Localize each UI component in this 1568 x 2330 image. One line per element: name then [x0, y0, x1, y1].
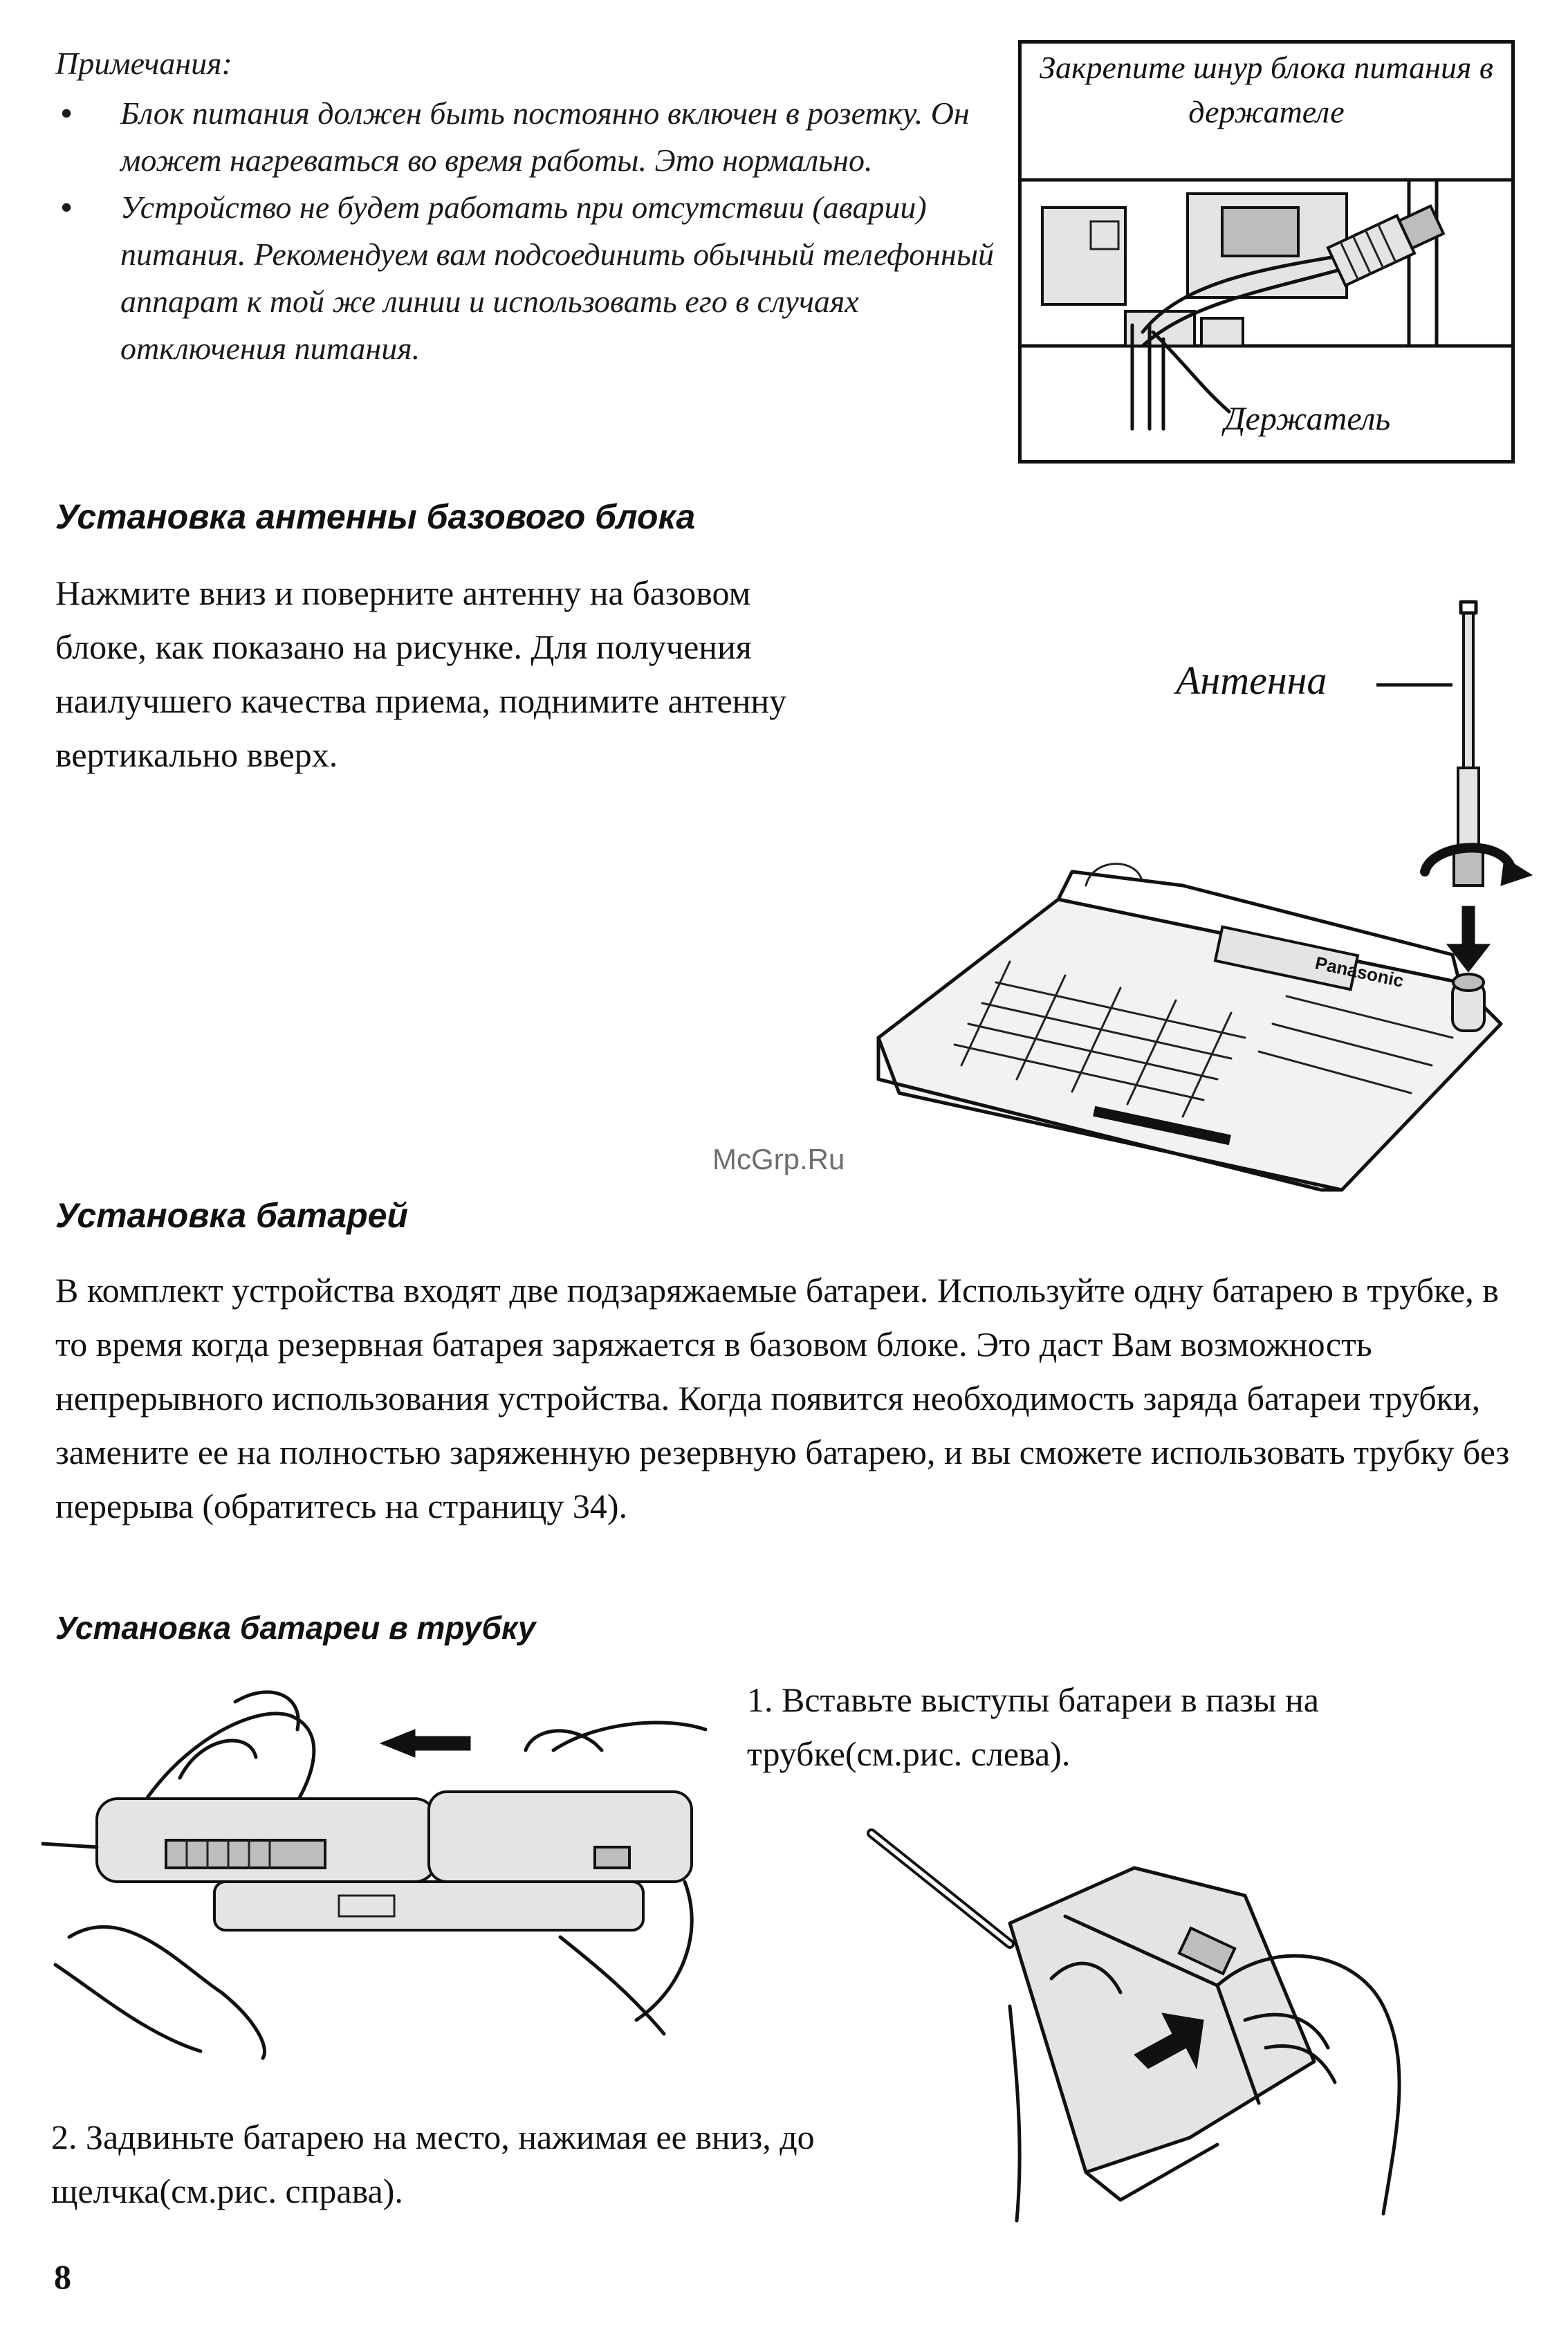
brand-label: Panasonic — [1313, 952, 1406, 991]
antenna-section-text: Нажмите вниз и поверните антенну на базовом блоке, как показано на рисунке. Для получения наилучшего качества приема, поднимите антенну вертикально вверх. — [55, 574, 787, 774]
note-item-power-adapter: • Блок питания должен быть постоянно включен в розетку. Он может нагреваться во время работы. Это нормально. — [55, 90, 996, 184]
antenna-figure-label: Антенна — [1176, 658, 1327, 703]
battery-press-illustration — [858, 1813, 1508, 2228]
notes-block — [55, 40, 996, 372]
holder-label: Держатель — [1224, 401, 1391, 437]
watermark: McGrp.Ru — [712, 1143, 845, 1175]
notes-heading: Примечания: — [55, 46, 232, 81]
battery-section-heading: Установка батарей — [55, 1196, 408, 1235]
page-number: 8 — [54, 2257, 71, 2296]
antenna-section-heading: Установка антенны базового блока — [55, 497, 696, 536]
holder-figure-caption: Закрепите шнур блока питания в держателе — [1040, 50, 1493, 129]
battery-section-text: В комплект устройства входят две подзаряжаемые батареи. Используйте одну батарею в трубке, в то время когда резервная батарея заряжается в базовом блоке. Это даст Вам возможность непрерывного использования устройства. Когда появится необходимость заряда батареи трубки, замените ее на полностью заряженную резервную батарею, и вы сможете использовать трубку без перерыва (обратитесь на страницу 34). — [55, 1271, 1510, 1525]
battery-step-2: 2. Задвиньте батарею на место, нажимая ее вниз, до щелчка(см.рис. справа). — [51, 2118, 815, 2210]
note-item-power-failure: • Устройство не будет работать при отсутствии (аварии) питания. Рекомендуем вам подсоединить обычный телефонный аппарат к той же линии и использовать его в случаях отключения питания. — [55, 184, 996, 372]
battery-install-subheading: Установка батареи в трубку — [55, 1610, 536, 1646]
base-unit-with-antenna-illustration — [858, 595, 1535, 1218]
battery-insert-illustration — [41, 1674, 726, 2062]
battery-step-1: 1. Вставьте выступы батареи в пазы на трубке(см.рис. слева). — [747, 1680, 1319, 1773]
notes-list — [55, 90, 996, 372]
